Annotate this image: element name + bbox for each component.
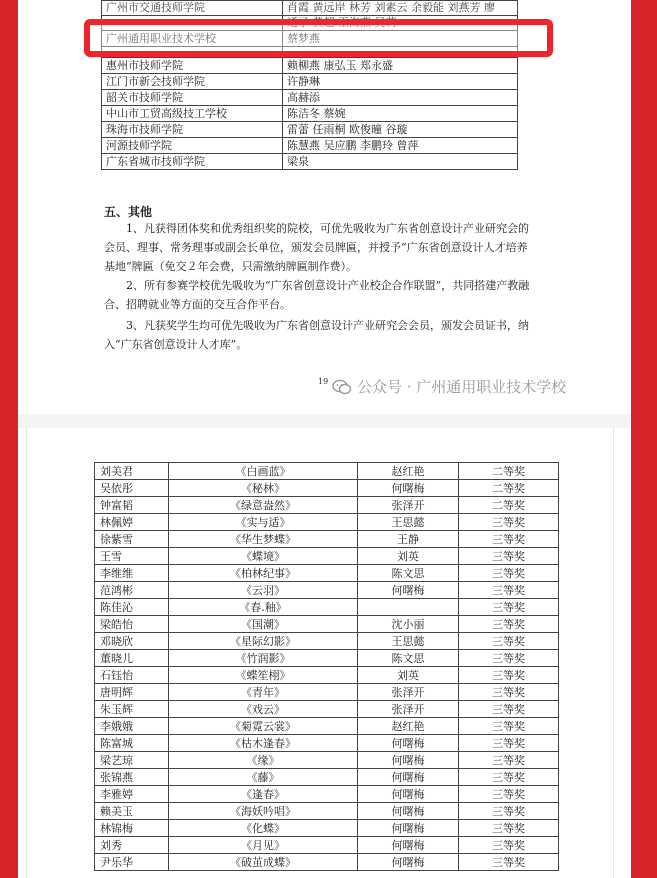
work-title-cell: 《缘》 bbox=[169, 752, 358, 769]
school-cell: 韶关市技师学院 bbox=[102, 90, 283, 106]
table-row bbox=[102, 122, 518, 138]
names-cell: 肖霞 黄远岸 林芳 刘素云 余毅能 刘燕芳 廖 bbox=[283, 1, 518, 16]
names-cell: 梁泉 bbox=[283, 154, 518, 170]
work-title-cell: 《海妖吟唱》 bbox=[169, 803, 358, 820]
table-row bbox=[95, 514, 559, 531]
paragraph-1: 1、凡获得团体奖和优秀组织奖的院校，可优先吸收为广东省创意设计产业研究会的会员、理事、常务理事或副会长单位，颁发会员牌匾，并授予“广东省创意设计人才培养基地”牌匾（免交２年会费，只需缴纳牌匾制作费）。 bbox=[104, 222, 529, 273]
advisor-cell: 何曙梅 bbox=[358, 786, 459, 803]
work-title-cell: 《藤》 bbox=[169, 769, 358, 786]
watermark bbox=[332, 376, 566, 397]
student-name-cell: 梁艺琼 bbox=[95, 752, 169, 769]
table-row bbox=[95, 531, 559, 548]
advisor-cell: 何曙梅 bbox=[358, 854, 459, 871]
award-cell: 三等奖 bbox=[459, 531, 559, 548]
paragraph-2: 2、所有参赛学校优先吸收为“广东省创意设计产业校企合作联盟”，共同搭建产教融合、招聘就业等方面的交互合作平台。 bbox=[104, 279, 530, 311]
student-name-cell: 王雪 bbox=[95, 548, 169, 565]
wechat-icon bbox=[332, 379, 352, 395]
advisor-cell: 何曙梅 bbox=[358, 480, 459, 497]
table-row bbox=[95, 565, 559, 582]
award-cell: 三等奖 bbox=[459, 514, 559, 531]
advisor-cell: 沈小丽 bbox=[358, 616, 459, 633]
table-row bbox=[95, 752, 559, 769]
work-title-cell: 《化蝶》 bbox=[169, 820, 358, 837]
award-cell: 三等奖 bbox=[459, 820, 559, 837]
table-row bbox=[95, 616, 559, 633]
work-title-cell: 《菊霓云裳》 bbox=[169, 718, 358, 735]
advisor-cell: 赵红艳 bbox=[358, 463, 459, 480]
award-cell: 三等奖 bbox=[459, 803, 559, 820]
work-title-cell: 《柏林纪事》 bbox=[169, 565, 358, 582]
student-name-cell: 林锦梅 bbox=[95, 820, 169, 837]
advisor-cell bbox=[358, 599, 459, 616]
student-name-cell: 张锦燕 bbox=[95, 769, 169, 786]
advisor-cell: 何曙梅 bbox=[358, 837, 459, 854]
right-frame bbox=[631, 0, 657, 878]
award-cell: 二等奖 bbox=[459, 463, 559, 480]
school-cell: 江门市新会技师学院 bbox=[102, 74, 283, 90]
names-cell: 许静琳 bbox=[283, 74, 518, 90]
student-name-cell: 范鸿彬 bbox=[95, 582, 169, 599]
table-row bbox=[95, 803, 559, 820]
table-row bbox=[102, 74, 518, 90]
advisor-cell: 陈文思 bbox=[358, 565, 459, 582]
award-cell: 三等奖 bbox=[459, 599, 559, 616]
table-row bbox=[95, 582, 559, 599]
student-name-cell: 邓晓欣 bbox=[95, 633, 169, 650]
student-name-cell: 陈佳沁 bbox=[95, 599, 169, 616]
advisor-cell: 何曙梅 bbox=[358, 803, 459, 820]
work-title-cell: 《枯木逢春》 bbox=[169, 735, 358, 752]
advisor-cell: 陈文思 bbox=[358, 650, 459, 667]
award-cell: 三等奖 bbox=[459, 752, 559, 769]
table-row bbox=[102, 1, 518, 16]
table-row bbox=[95, 820, 559, 837]
table-row bbox=[95, 837, 559, 854]
names-cell: 雷蕾 任雨桐 欧俊曈 谷璇 bbox=[283, 122, 518, 138]
student-name-cell: 董晓儿 bbox=[95, 650, 169, 667]
award-cell: 三等奖 bbox=[459, 718, 559, 735]
award-cell: 三等奖 bbox=[459, 667, 559, 684]
work-title-cell: 《国潮》 bbox=[169, 616, 358, 633]
award-cell: 三等奖 bbox=[459, 837, 559, 854]
names-cell: 陈慧燕 吴应鹏 李鹏玲 曾萍 bbox=[283, 138, 518, 154]
table-row bbox=[102, 58, 518, 74]
advisor-cell: 张泽开 bbox=[358, 497, 459, 514]
table-row bbox=[95, 718, 559, 735]
award-cell: 三等奖 bbox=[459, 582, 559, 599]
student-name-cell: 刘美君 bbox=[95, 463, 169, 480]
advisor-cell: 王思懿 bbox=[358, 633, 459, 650]
student-name-cell: 徐紫雪 bbox=[95, 531, 169, 548]
table-row bbox=[95, 497, 559, 514]
work-title-cell: 《春.釉》 bbox=[169, 599, 358, 616]
table-row bbox=[102, 90, 518, 106]
award-cell: 三等奖 bbox=[459, 616, 559, 633]
student-name-cell: 李维维 bbox=[95, 565, 169, 582]
work-title-cell: 《白画蓝》 bbox=[169, 463, 358, 480]
advisor-cell: 何曙梅 bbox=[358, 582, 459, 599]
student-name-cell: 唐明辉 bbox=[95, 684, 169, 701]
award-cell: 三等奖 bbox=[459, 633, 559, 650]
work-title-cell: 《蝶笙栩》 bbox=[169, 667, 358, 684]
student-name-cell: 吴依彤 bbox=[95, 480, 169, 497]
work-title-cell: 《华生梦蝶》 bbox=[169, 531, 358, 548]
work-title-cell: 《秘林》 bbox=[169, 480, 358, 497]
awards-table bbox=[94, 462, 559, 871]
school-cell: 广州通用职业技术学校 bbox=[102, 31, 283, 47]
student-name-cell: 石钰怡 bbox=[95, 667, 169, 684]
table-row bbox=[102, 154, 518, 170]
advisor-cell: 张泽开 bbox=[358, 684, 459, 701]
student-name-cell: 梁皓怡 bbox=[95, 616, 169, 633]
work-title-cell: 《竹润影》 bbox=[169, 650, 358, 667]
names-cell: 陈洁冬 蔡婉 bbox=[283, 106, 518, 122]
page-number: 19 bbox=[318, 377, 329, 386]
advisor-cell: 何曙梅 bbox=[358, 735, 459, 752]
names-cell: 通子 黄超 王海燕 吴莉 bbox=[283, 16, 518, 31]
table-row bbox=[95, 735, 559, 752]
student-name-cell: 李娥娥 bbox=[95, 718, 169, 735]
table-row bbox=[95, 599, 559, 616]
school-cell: 珠海市技师学院 bbox=[102, 122, 283, 138]
table-row bbox=[102, 106, 518, 122]
table-row bbox=[95, 463, 559, 480]
award-cell: 三等奖 bbox=[459, 735, 559, 752]
award-cell: 三等奖 bbox=[459, 854, 559, 871]
student-name-cell: 林佩婷 bbox=[95, 514, 169, 531]
work-title-cell: 《星际幻影》 bbox=[169, 633, 358, 650]
work-title-cell: 《月见》 bbox=[169, 837, 358, 854]
award-cell: 三等奖 bbox=[459, 769, 559, 786]
table-row bbox=[95, 480, 559, 497]
school-cell: 河源技师学院 bbox=[102, 138, 283, 154]
school-cell: 中山市工贸高级技工学校 bbox=[102, 106, 283, 122]
advisor-cell: 王静 bbox=[358, 531, 459, 548]
table-row bbox=[95, 854, 559, 871]
award-cell: 二等奖 bbox=[459, 480, 559, 497]
advisor-cell: 张泽开 bbox=[358, 701, 459, 718]
work-title-cell: 《云羽》 bbox=[169, 582, 358, 599]
watermark-text: 公众号 · 广州通用职业技术学校 bbox=[357, 378, 567, 396]
names-cell: 高赫添 bbox=[283, 90, 518, 106]
school-cell: 广州市交通技师学院 bbox=[102, 1, 283, 16]
work-title-cell: 《逢春》 bbox=[169, 786, 358, 803]
table-row bbox=[95, 548, 559, 565]
award-cell: 三等奖 bbox=[459, 565, 559, 582]
student-name-cell: 朱玉辉 bbox=[95, 701, 169, 718]
section-title: 五、其他 bbox=[104, 205, 153, 219]
advisor-cell: 刘英 bbox=[358, 667, 459, 684]
highlight-box bbox=[84, 19, 553, 57]
table-row bbox=[95, 769, 559, 786]
award-cell: 三等奖 bbox=[459, 701, 559, 718]
advisor-cell: 何曙梅 bbox=[358, 820, 459, 837]
award-cell: 三等奖 bbox=[459, 650, 559, 667]
work-title-cell: 《青年》 bbox=[169, 684, 358, 701]
advisor-cell: 赵红艳 bbox=[358, 718, 459, 735]
names-cell: 蔡梦燕 bbox=[283, 31, 518, 47]
student-name-cell: 钟富韬 bbox=[95, 497, 169, 514]
table-row bbox=[95, 633, 559, 650]
work-title-cell: 《蝶境》 bbox=[169, 548, 358, 565]
student-name-cell: 赖美玉 bbox=[95, 803, 169, 820]
student-name-cell: 陈富城 bbox=[95, 735, 169, 752]
left-frame bbox=[0, 0, 18, 878]
school-cell: 广东省城市技师学院 bbox=[102, 154, 283, 170]
work-title-cell: 《实与适》 bbox=[169, 514, 358, 531]
paragraph-3: 3、凡获奖学生均可优先吸收为广东省创意设计产业研究会会员，颁发会员证书，纳入“广东省创意设计人才库”。 bbox=[104, 319, 529, 351]
work-title-cell: 《破茧成蝶》 bbox=[169, 854, 358, 871]
award-cell: 二等奖 bbox=[459, 497, 559, 514]
advisor-cell: 刘英 bbox=[358, 548, 459, 565]
advisor-cell: 何曙梅 bbox=[358, 769, 459, 786]
work-title-cell: 《绿意盎然》 bbox=[169, 497, 358, 514]
table-row bbox=[95, 701, 559, 718]
advisor-cell: 何曙梅 bbox=[358, 752, 459, 769]
work-title-cell: 《戏云》 bbox=[169, 701, 358, 718]
student-name-cell: 刘秀 bbox=[95, 837, 169, 854]
school-cell: 惠州市技师学院 bbox=[102, 58, 283, 74]
student-name-cell: 李雅婷 bbox=[95, 786, 169, 803]
award-cell: 三等奖 bbox=[459, 786, 559, 803]
table-row bbox=[95, 650, 559, 667]
advisor-cell: 王思懿 bbox=[358, 514, 459, 531]
table-row bbox=[95, 667, 559, 684]
names-cell: 赖柳燕 康弘玉 郑永盛 bbox=[283, 58, 518, 74]
table-row bbox=[102, 138, 518, 154]
student-name-cell: 尹乐华 bbox=[95, 854, 169, 871]
award-cell: 三等奖 bbox=[459, 684, 559, 701]
table-row bbox=[95, 684, 559, 701]
award-cell: 三等奖 bbox=[459, 548, 559, 565]
page-gap bbox=[18, 414, 631, 428]
table-row bbox=[95, 786, 559, 803]
